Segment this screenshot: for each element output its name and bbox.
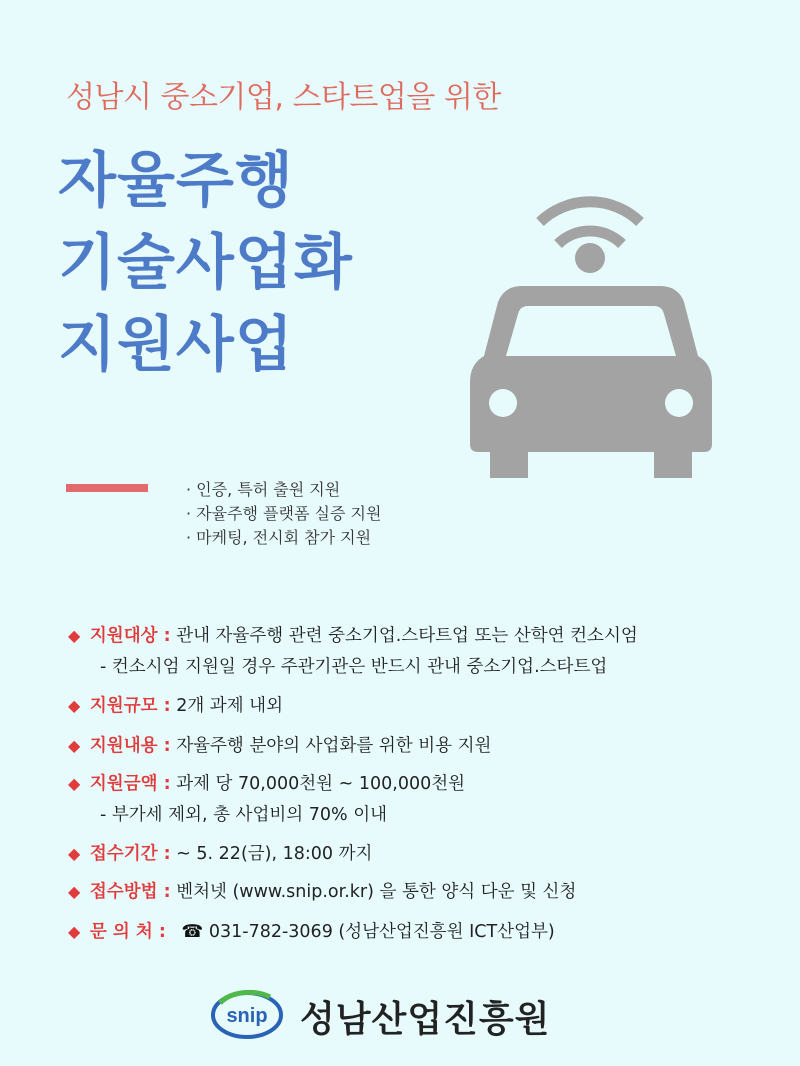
info-value: 관내 자율주행 관련 중소기업.스타트업 또는 산학연 컨소시엄 xyxy=(176,626,638,646)
benefit-list xyxy=(186,478,381,550)
main-title xyxy=(58,140,353,386)
diamond-bullet-icon: ◆ xyxy=(68,844,81,863)
info-label: 지원규모 : xyxy=(89,696,171,716)
wifi-signal-icon xyxy=(540,202,640,244)
list-item: · 자율주행 플랫폼 실증 지원 xyxy=(186,504,382,523)
list-item: · 인증, 특허 출원 지원 xyxy=(186,480,341,499)
organization-logo xyxy=(210,985,550,1045)
logo-badge-text: snip xyxy=(226,1005,268,1027)
info-label: 지원내용 : xyxy=(89,736,171,756)
info-label: 문 의 처 : xyxy=(89,922,166,942)
diamond-bullet-icon: ◆ xyxy=(68,736,81,755)
info-value: 2개 과제 내외 xyxy=(176,696,283,716)
info-value: 벤처넷 (www.snip.or.kr) 을 통한 양식 다운 및 신청 xyxy=(176,882,577,902)
diamond-bullet-icon: ◆ xyxy=(68,696,81,715)
info-row-period xyxy=(68,840,372,865)
car-icon xyxy=(466,188,716,488)
info-value: 과제 당 70,000천원 ~ 100,000천원 xyxy=(176,774,466,794)
info-label: 접수방법 : xyxy=(89,882,171,902)
list-item: · 마케팅, 전시회 참가 지원 xyxy=(186,528,372,547)
diamond-bullet-icon: ◆ xyxy=(68,626,81,645)
info-row-method xyxy=(68,878,576,903)
info-row-scale xyxy=(68,692,283,717)
diamond-bullet-icon: ◆ xyxy=(68,882,81,901)
phone-icon: ☎ xyxy=(181,922,204,942)
title-line: 지원사업 xyxy=(58,310,294,380)
info-row-contact xyxy=(68,918,555,943)
info-row-amount xyxy=(68,770,465,826)
info-subnote: - 부가세 제외, 총 사업비의 70% 이내 xyxy=(100,805,388,825)
info-value: 031-782-3069 (성남산업진흥원 ICT산업부) xyxy=(208,922,555,942)
organization-name: 성남산업진흥원 xyxy=(300,999,551,1040)
accent-bar xyxy=(66,484,148,492)
snip-logo xyxy=(210,989,284,1039)
info-label: 접수기간 : xyxy=(89,844,171,864)
info-value: 자율주행 분야의 사업화를 위한 비용 지원 xyxy=(176,736,492,756)
diamond-bullet-icon: ◆ xyxy=(68,774,81,793)
info-label: 지원대상 : xyxy=(89,626,171,646)
diamond-bullet-icon: ◆ xyxy=(68,922,81,941)
info-row-content xyxy=(68,732,491,757)
title-line: 자율주행 xyxy=(58,146,294,216)
title-line: 기술사업화 xyxy=(58,228,353,298)
info-subnote: - 컨소시엄 지원일 경우 주관기관은 반드시 관내 중소기업.스타트업 xyxy=(100,657,608,677)
info-label: 지원금액 : xyxy=(89,774,171,794)
info-row-target xyxy=(68,622,638,678)
subtitle: 성남시 중소기업, 스타트업을 위한 xyxy=(66,80,501,115)
info-value: ~ 5. 22(금), 18:00 까지 xyxy=(176,844,373,864)
